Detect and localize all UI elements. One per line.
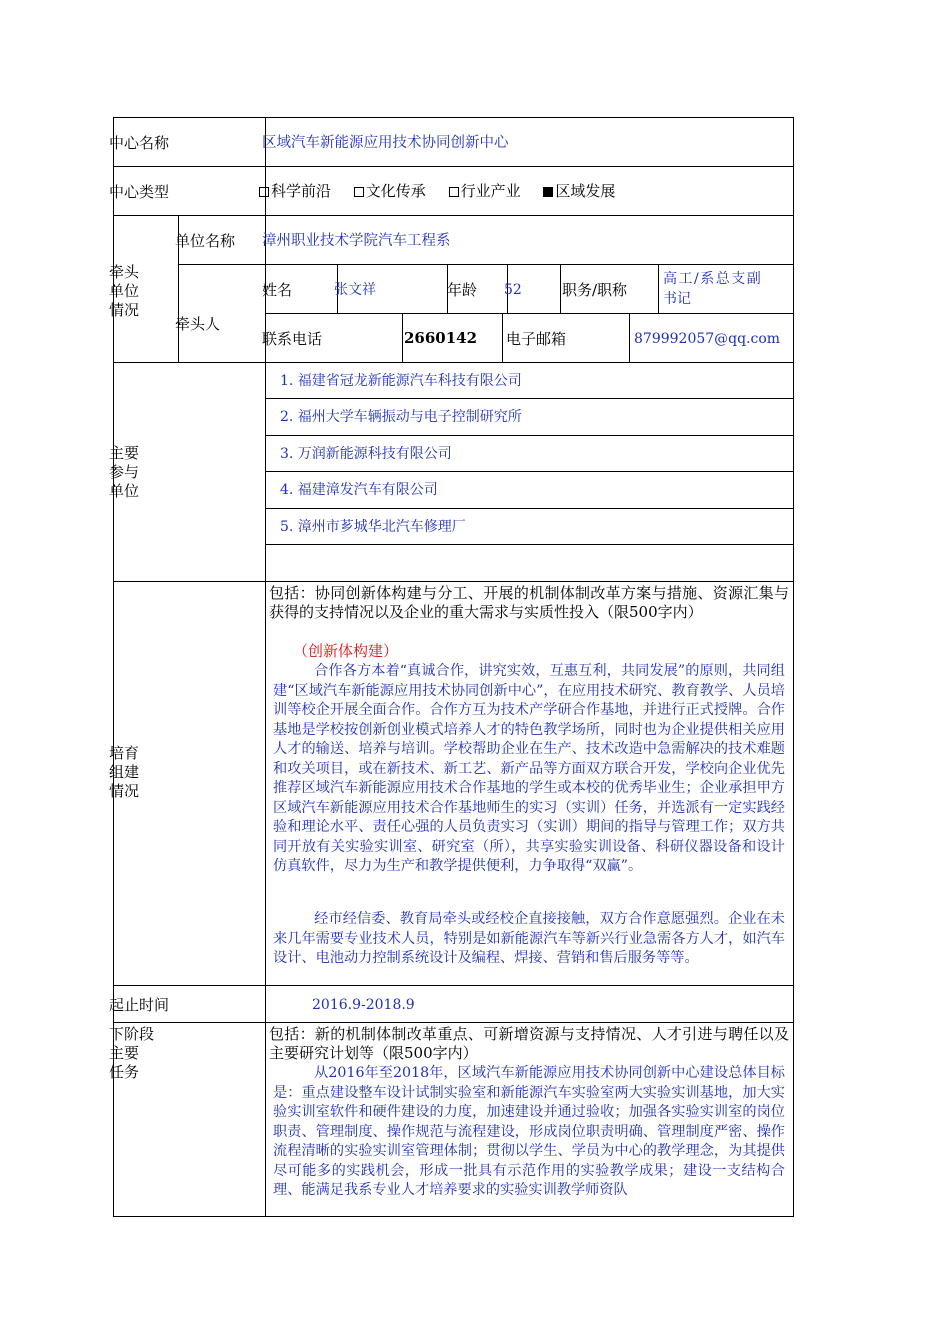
age-value: 52: [504, 282, 522, 298]
participants-section-label: 主要 参与 单位: [109, 444, 140, 500]
name-value: 张文祥: [334, 282, 376, 298]
option-regional-development[interactable]: 区域发展: [543, 182, 615, 201]
cultivation-section-label: 培育 组建 情况: [109, 744, 140, 800]
name-label: 姓名: [262, 281, 293, 299]
participant-1: 1. 福建省冠龙新能源汽车科技有限公司: [280, 373, 522, 389]
unit-name-value: 漳州职业技术学院汽车工程系: [262, 233, 451, 249]
checkbox-icon[interactable]: [259, 187, 269, 197]
participant-2: 2. 福州大学车辆振动与电子控制研究所: [280, 409, 522, 425]
position-value-line2: 书记: [663, 291, 691, 307]
center-name-label: 中心名称: [109, 134, 170, 152]
next-stage-paragraph: 从2016年至2018年，区域汽车新能源应用技术协同创新中心建设总体目标是：重点建设整车设计试制实验室和新能源汽车实验室两大实验实训基地，加大实验实训室软件和硬件建设的力度，加速建设并通过验收；加强各实验实训室的岗位职责、管理制度、操作规范与流程建设，形成岗位职责明确、管理制度严密、操作流程清晰的实验实训室管理体制；贯彻以学生、学员为中心的教学理念，为其提供尽可能多的实践机会，形成一批具有示范作用的实验教学成果；建设一支结构合理、能满足我系专业人才培养要求的实验实训教学师资队: [273, 1065, 785, 1198]
option-culture-heritage[interactable]: 文化传承: [354, 182, 426, 201]
center-type-options: [259, 182, 633, 201]
checked-checkbox-icon[interactable]: [543, 187, 553, 197]
period-value: 2016.9-2018.9: [312, 997, 415, 1013]
checkbox-icon[interactable]: [449, 187, 459, 197]
lead-person-label: 牵头人: [175, 315, 221, 333]
cultivation-subtitle: （创新体构建）: [293, 642, 399, 660]
position-label: 职务/职称: [562, 281, 628, 299]
participant-4: 4. 福建漳发汽车有限公司: [280, 482, 438, 498]
lead-unit-section-label: 牵头 单位 情况: [109, 263, 140, 319]
email-label: 电子邮箱: [506, 330, 567, 348]
option-science-frontier[interactable]: 科学前沿: [259, 182, 331, 201]
next-stage-instructions: 包括：新的机制体制改革重点、可新增资源与支持情况、人才引进与聘任以及主要研究计划等（限500字内）: [269, 1025, 789, 1062]
cultivation-paragraph-2: 经市经信委、教育局牵头或经校企直接接触，双方合作意愿强烈。企业在未来几年需要专业技术人员，特别是如新能源汽车等新兴行业急需各方人才，如汽车设计、电池动力控制系统设计及编程、焊接、营销和售后服务等等。: [273, 911, 785, 966]
age-label: 年龄: [447, 281, 478, 299]
position-value-line1: 高工/系总支副: [663, 271, 763, 287]
center-type-label: 中心类型: [109, 183, 170, 201]
application-form-table: [109, 117, 794, 1217]
next-stage-section-label: 下阶段 主要 任务: [109, 1025, 155, 1081]
phone-label: 联系电话: [262, 330, 323, 348]
unit-name-label: 单位名称: [175, 232, 236, 250]
cultivation-paragraph-1: 合作各方本着“真诚合作，讲究实效，互惠互利，共同发展”的原则，共同组建“区域汽车新能源应用技术协同创新中心”，在应用技术研究、教育教学、人员培训等校企开展全面合作。合作方互为技术产学研合作基地，并进行正式授牌。合作基地是学校按创新创业模式培养人才的特色教学场所，同时也为企业提供相关应用人才的输送、培养与培训。学校帮助企业在生产、技术改造中急需解决的技术难题和攻关项目，或在新技术、新工艺、新产品等方面双方联合开发，学校向企业优先推荐区域汽车新能源应用技术合作基地的学生或本校的优秀毕业生；企业承担甲方区域汽车新能源应用技术合作基地师生的实习（实训）任务，并选派有一定实践经验和理论水平、责任心强的人员负责实习（实训）期间的指导与管理工作；双方共同开放有关实验实训室、研究室（所），共享实验实训设备、科研仪器设备和设计仿真软件，尽力为生产和教学提供便利，力争取得“双赢”。: [273, 663, 785, 874]
period-label: 起止时间: [109, 996, 170, 1014]
participant-5: 5. 漳州市芗城华北汽车修理厂: [280, 519, 466, 535]
cultivation-instructions: 包括：协同创新体构建与分工、开展的机制体制改革方案与措施、资源汇集与获得的支持情况以及企业的重大需求与实质性投入（限500字内）: [269, 584, 789, 621]
participant-3: 3. 万润新能源科技有限公司: [280, 446, 452, 462]
option-industry[interactable]: 行业产业: [449, 182, 521, 201]
phone-value: 2660142: [404, 329, 478, 347]
checkbox-icon[interactable]: [354, 187, 364, 197]
center-name-value: 区域汽车新能源应用技术协同创新中心: [262, 135, 509, 151]
email-value: 879992057@qq.com: [634, 331, 781, 347]
